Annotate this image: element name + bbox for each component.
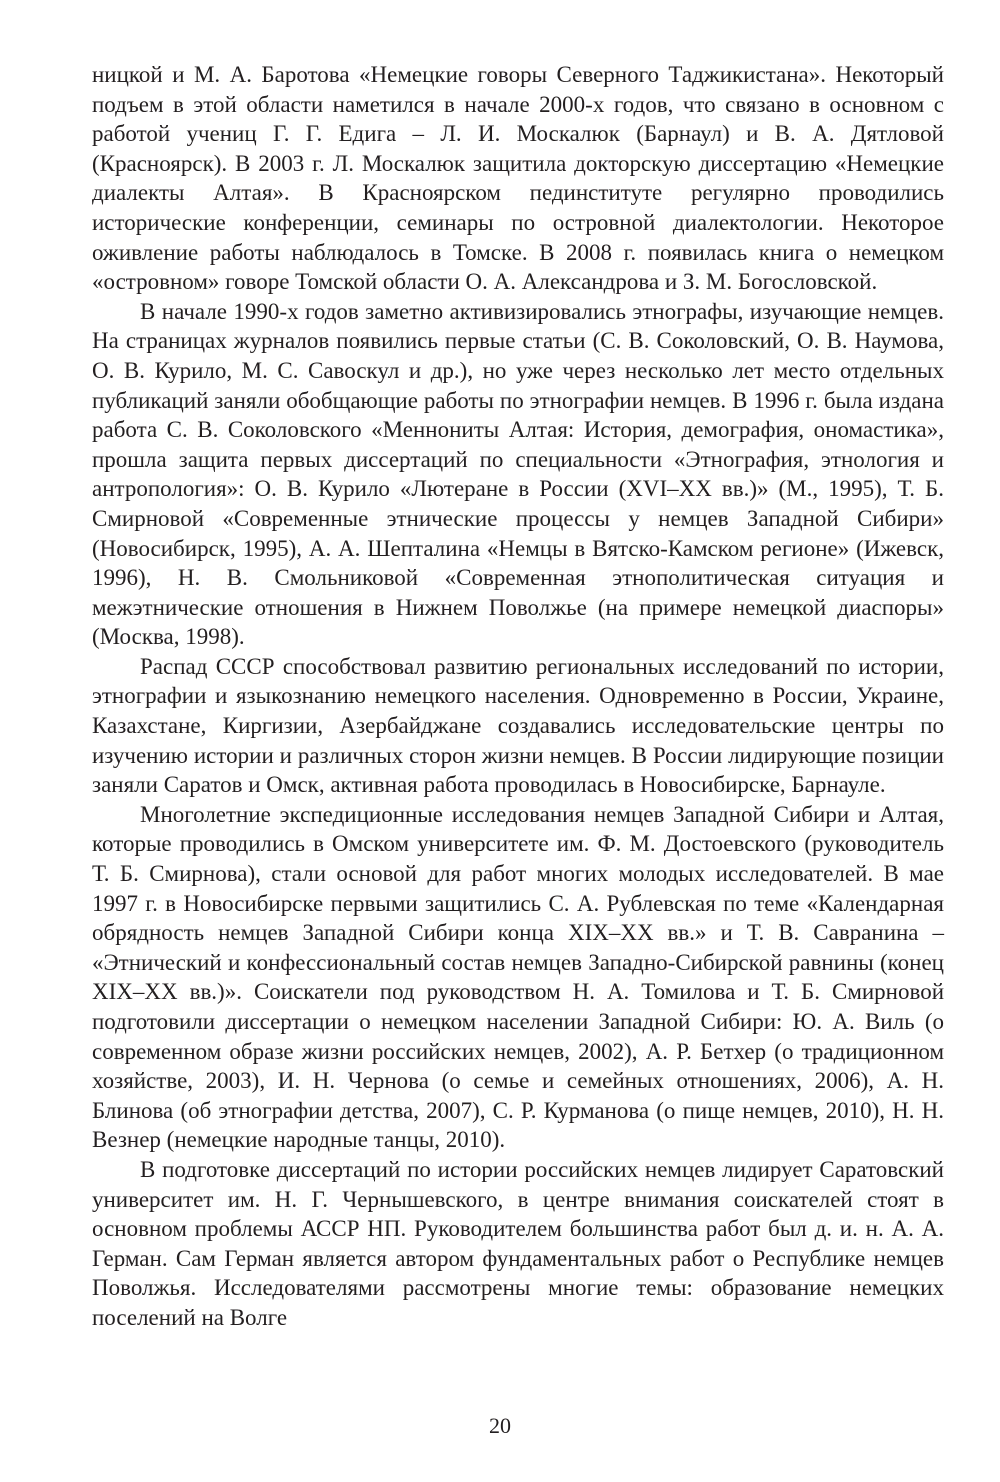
page-number: 20 [489, 1413, 511, 1438]
paragraph-2: В начале 1990-х годов заметно активизировались этнографы, изучающие немцев. На страницах журналов появились первые статьи (С. В. Соколовский, О. В. Наумова, О. В. Курило, М. С. Савоскул и др.), но уже через несколько лет место отдельных публикаций заняли обобщающие работы по этнографии немцев. В 1996 г. была издана работа С. В. Соколовского «Меннониты Алтая: История, демография, ономастика», прошла защита первых диссертаций по специальности «Этнография, этнология и антропология»: О. В. Курило «Лютеране в России (XVI–XX вв.)» (М., 1995), Т. Б. Смирновой «Современные этнические процессы у немцев Западной Сибири» (Новосибирск, 1995), А. А. Шепталина «Немцы в Вятско-Камском регионе» (Ижевск, 1996), Н. В. Смольниковой «Современная этнополитическая ситуация и межэтнические отношения в Нижнем Поволжье (на примере немецкой диаспоры» (Москва, 1998). [92, 298, 944, 650]
body-text [92, 60, 944, 1333]
paragraph-1: ницкой и М. А. Баротова «Немецкие говоры Северного Таджикистана». Некоторый подъем в этой области наметился в начале 2000-х годов, что связано в основном с работой учениц Г. Г. Едига – Л. И. Москалюк (Барнаул) и В. А. Дятловой (Красноярск). В 2003 г. Л. Москалюк защитила докторскую диссертацию «Немецкие диалекты Алтая». В Красноярском пединституте регулярно проводились исторические конференции, семинары по островной диалектологии. Некоторое оживление работы наблюдалось в Томске. В 2008 г. появилась книга о немецком «островном» говоре Томской области О. А. Александрова и З. М. Богословской. [92, 62, 944, 295]
paragraph-3: Распад СССР способствовал развитию региональных исследований по истории, этнографии и языкознанию немецкого населения. Одновременно в России, Украине, Казахстане, Киргизии, Азербайджане создавались исследовательские центры по изучению истории и различных сторон жизни немцев. В России лидирующие позиции заняли Саратов и Омск, активная работа проводилась в Новосибирске, Барнауле. [92, 653, 944, 798]
paragraph-5: В подготовке диссертаций по истории российских немцев лидирует Саратовский университет им. Н. Г. Чернышевского, в центре внимания соискателей стоят в основном проблемы АССР НП. Руководителем большинства работ был д. и. н. А. А. Герман. Сам Герман является автором фундаментальных работ о Республике немцев Поволжья. Исследователями рассмотрены многие темы: образование немецких поселений на Волге [92, 1156, 944, 1330]
paragraph-4: Многолетние экспедиционные исследования немцев Западной Сибири и Алтая, которые проводились в Омском университете им. Ф. М. Достоевского (руководитель Т. Б. Смирнова), стали основой для работ многих молодых исследователей. В мае 1997 г. в Новосибирске первыми защитились С. А. Рублевская по теме «Календарная обрядность немцев Западной Сибири конца XIX–XX вв.» и Т. В. Савранина – «Этнический и конфессиональный состав немцев Западно-Сибирской равнины (конец XIX–XX вв.)». Соискатели под руководством Н. А. Томилова и Т. Б. Смирновой подготовили диссертации о немецком населении Западной Сибири: Ю. А. Виль (о современном образе жизни российских немцев, 2002), А. Р. Бетхер (о традиционном хозяйстве, 2003), И. Н. Чернова (о семье и семейных отношениях, 2006), А. Н. Блинова (об этнографии детства, 2007), С. Р. Курманова (о пище немцев, 2010), Н. Н. Везнер (немецкие народные танцы, 2010). [92, 801, 944, 1153]
